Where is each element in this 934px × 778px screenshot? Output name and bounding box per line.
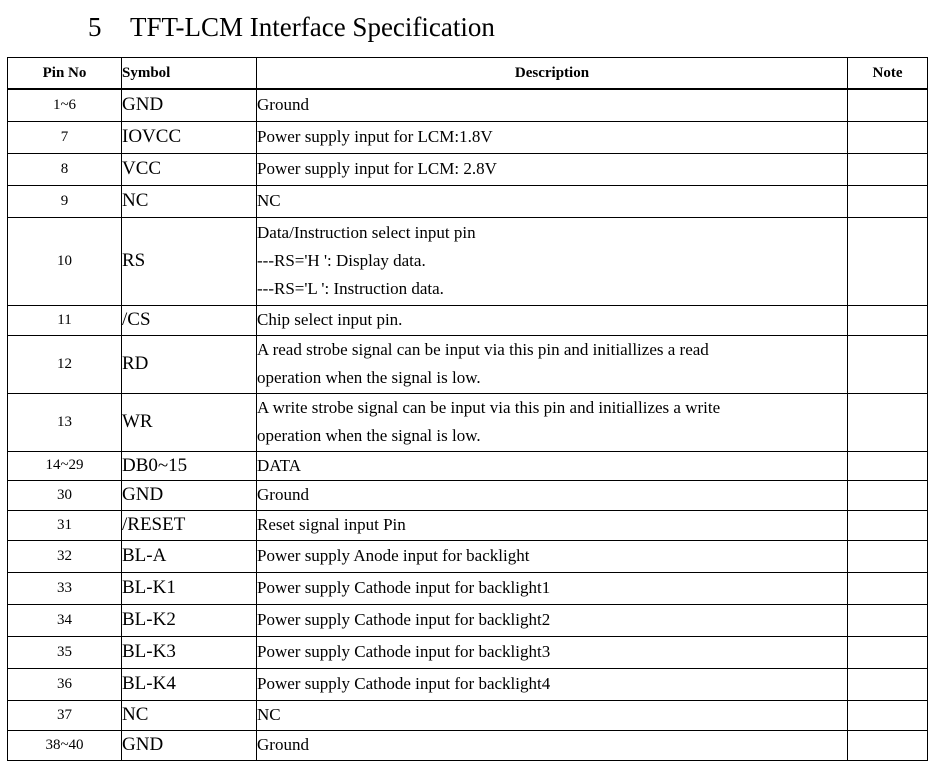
note-cell — [848, 480, 928, 510]
description-line: NC — [257, 705, 281, 724]
description-cell — [257, 335, 848, 393]
table-row — [8, 730, 928, 760]
table-row — [8, 604, 928, 636]
description-line: Data/Instruction select input pin — [257, 223, 476, 242]
pin-number-cell: 34 — [8, 604, 122, 636]
description-line: Power supply Cathode input for backlight1 — [257, 578, 551, 597]
section-heading — [88, 10, 495, 44]
header-symbol: Symbol — [122, 58, 257, 90]
symbol-cell: NC — [122, 700, 257, 730]
symbol-cell: VCC — [122, 153, 257, 185]
symbol-cell: BL-K3 — [122, 636, 257, 668]
description-line: NC — [257, 191, 281, 210]
description-line: Power supply Anode input for backlight — [257, 546, 530, 565]
symbol-cell: NC — [122, 185, 257, 217]
pin-number-cell: 14~29 — [8, 451, 122, 480]
symbol-cell: RS — [122, 217, 257, 305]
description-line: Power supply Cathode input for backlight2 — [257, 610, 551, 629]
description-line: Ground — [257, 485, 309, 504]
description-cell — [257, 572, 848, 604]
table-row — [8, 451, 928, 480]
description-cell — [257, 480, 848, 510]
symbol-cell: WR — [122, 393, 257, 451]
table-row — [8, 89, 928, 121]
note-cell — [848, 305, 928, 335]
section-title: TFT-LCM Interface Specification — [130, 12, 495, 42]
table-row — [8, 540, 928, 572]
description-line: A write strobe signal can be input via this pin and initiallizes a write — [257, 398, 721, 417]
note-cell — [848, 540, 928, 572]
header-pin-no: Pin No — [8, 58, 122, 90]
symbol-cell: GND — [122, 89, 257, 121]
pin-number-cell: 37 — [8, 700, 122, 730]
description-cell — [257, 700, 848, 730]
description-cell — [257, 540, 848, 572]
description-cell — [257, 393, 848, 451]
note-cell — [848, 393, 928, 451]
symbol-cell: BL-K1 — [122, 572, 257, 604]
table-row — [8, 121, 928, 153]
description-cell — [257, 89, 848, 121]
pin-number-cell: 11 — [8, 305, 122, 335]
table-row — [8, 510, 928, 540]
description-line: operation when the signal is low. — [257, 426, 481, 445]
pin-number-cell: 7 — [8, 121, 122, 153]
symbol-cell: BL-K4 — [122, 668, 257, 700]
description-line: DATA — [257, 455, 301, 475]
table-row — [8, 305, 928, 335]
note-cell — [848, 668, 928, 700]
pin-number-cell: 35 — [8, 636, 122, 668]
symbol-cell: BL-A — [122, 540, 257, 572]
pin-number-cell: 1~6 — [8, 89, 122, 121]
table-header-row — [8, 58, 928, 90]
description-line: Power supply input for LCM:1.8V — [257, 127, 493, 146]
note-cell — [848, 121, 928, 153]
description-line: Power supply input for LCM: 2.8V — [257, 159, 497, 178]
description-cell — [257, 217, 848, 305]
pin-number-cell: 36 — [8, 668, 122, 700]
note-cell — [848, 89, 928, 121]
description-line: operation when the signal is low. — [257, 368, 481, 387]
description-cell — [257, 451, 848, 480]
pin-number-cell: 8 — [8, 153, 122, 185]
table-row — [8, 335, 928, 393]
table-row — [8, 393, 928, 451]
note-cell — [848, 217, 928, 305]
pin-spec-table — [7, 57, 928, 761]
symbol-cell: IOVCC — [122, 121, 257, 153]
table-row — [8, 217, 928, 305]
note-cell — [848, 572, 928, 604]
symbol-cell: GND — [122, 480, 257, 510]
note-cell — [848, 636, 928, 668]
header-note: Note — [848, 58, 928, 90]
pin-number-cell: 9 — [8, 185, 122, 217]
symbol-cell: BL-K2 — [122, 604, 257, 636]
description-cell — [257, 604, 848, 636]
symbol-cell: RD — [122, 335, 257, 393]
note-cell — [848, 510, 928, 540]
symbol-cell: /RESET — [122, 510, 257, 540]
description-line: Ground — [257, 95, 309, 115]
description-cell — [257, 730, 848, 760]
pin-number-cell: 13 — [8, 393, 122, 451]
pin-number-cell: 10 — [8, 217, 122, 305]
table-body — [8, 89, 928, 760]
symbol-cell: GND — [122, 730, 257, 760]
note-cell — [848, 185, 928, 217]
note-cell — [848, 153, 928, 185]
description-cell — [257, 510, 848, 540]
description-line: Power supply Cathode input for backlight4 — [257, 674, 551, 693]
description-cell — [257, 305, 848, 335]
symbol-cell: /CS — [122, 305, 257, 335]
description-line: ---RS='H ': Display data. — [257, 251, 426, 270]
note-cell — [848, 604, 928, 636]
pin-number-cell: 33 — [8, 572, 122, 604]
description-line: Reset signal input Pin — [257, 515, 406, 534]
description-line: ---RS='L ': Instruction data. — [257, 279, 444, 298]
pin-number-cell: 32 — [8, 540, 122, 572]
table-row — [8, 700, 928, 730]
description-cell — [257, 153, 848, 185]
symbol-cell: DB0~15 — [122, 451, 257, 480]
description-cell — [257, 636, 848, 668]
description-line: Power supply Cathode input for backlight3 — [257, 642, 551, 661]
pin-number-cell: 38~40 — [8, 730, 122, 760]
note-cell — [848, 451, 928, 480]
table-row — [8, 636, 928, 668]
pin-number-cell: 30 — [8, 480, 122, 510]
note-cell — [848, 335, 928, 393]
table-row — [8, 480, 928, 510]
description-line: A read strobe signal can be input via this pin and initiallizes a read — [257, 340, 709, 359]
note-cell — [848, 730, 928, 760]
note-cell — [848, 700, 928, 730]
description-line: Ground — [257, 735, 309, 754]
table-row — [8, 668, 928, 700]
pin-number-cell: 12 — [8, 335, 122, 393]
table-row — [8, 572, 928, 604]
description-line: Chip select input pin. — [257, 310, 403, 329]
section-number: 5 — [88, 12, 102, 42]
table-row — [8, 185, 928, 217]
pin-number-cell: 31 — [8, 510, 122, 540]
table-row — [8, 153, 928, 185]
description-cell — [257, 668, 848, 700]
description-cell — [257, 121, 848, 153]
description-cell — [257, 185, 848, 217]
header-description: Description — [257, 58, 848, 90]
